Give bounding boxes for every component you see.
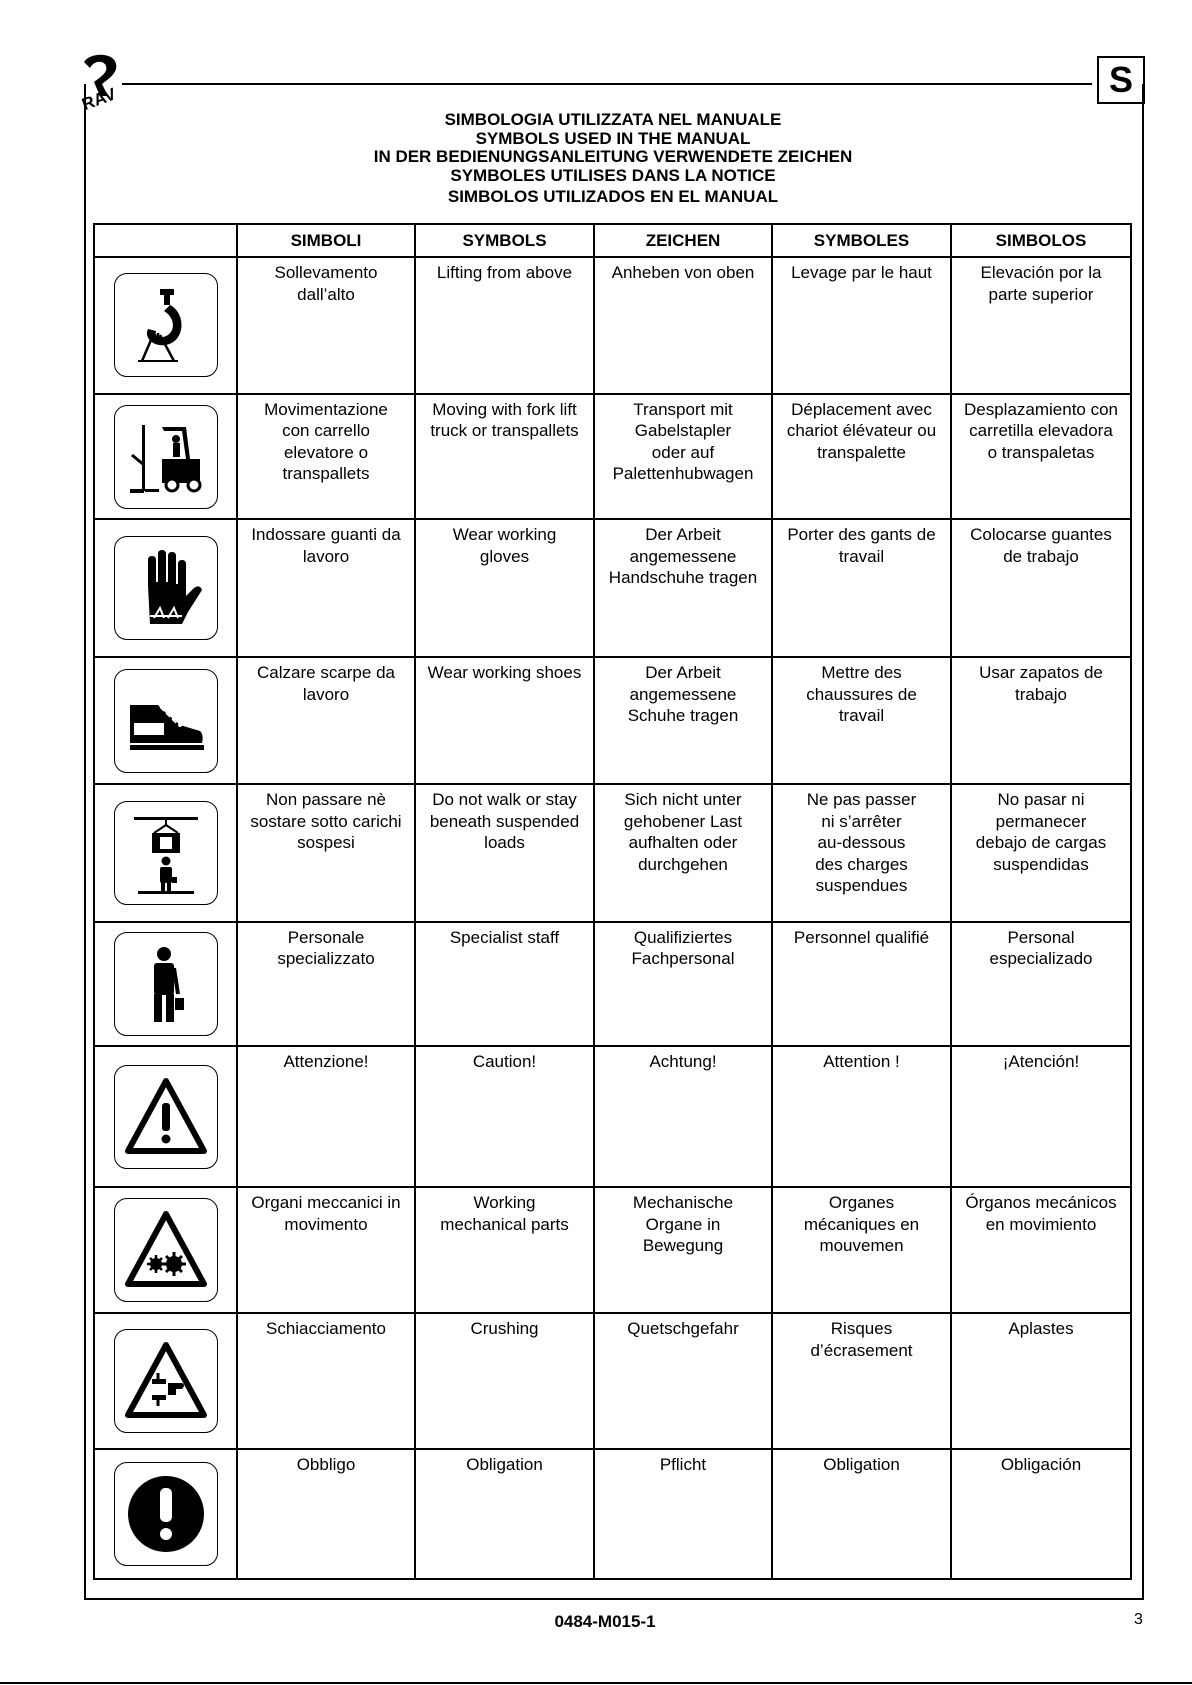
symbol-label-it: Indossare guanti da lavoro — [237, 519, 415, 657]
crane-hook-icon — [114, 273, 218, 377]
gears-warning-icon — [114, 1198, 218, 1302]
table-row — [94, 519, 1131, 657]
symbol-label-de: Sich nicht unter gehobener Last aufhalten oder durchgehen — [594, 784, 772, 922]
symbol-label-en: Wear working shoes — [415, 657, 594, 784]
work-gloves-icon — [114, 536, 218, 640]
crushing-warning-icon — [114, 1329, 218, 1433]
symbol-label-en: Do not walk or stay beneath suspended loads — [415, 784, 594, 922]
symbol-cell — [94, 519, 237, 657]
title-it: SIMBOLOGIA UTILIZZATA NEL MANUALE — [444, 110, 782, 129]
symbol-label-es: Órganos mecánicos en movimiento — [951, 1187, 1131, 1313]
symbol-label-it: Obbligo — [237, 1449, 415, 1579]
symbol-cell — [94, 657, 237, 784]
symbol-cell — [94, 784, 237, 922]
symbol-cell — [94, 257, 237, 394]
page-number: 3 — [1134, 1611, 1143, 1628]
symbol-label-de: Anheben von oben — [594, 257, 772, 394]
symbol-label-fr: Risques d’écrasement — [772, 1313, 951, 1449]
symbol-label-it: Sollevamento dall’alto — [237, 257, 415, 394]
symbol-label-es: Obligación — [951, 1449, 1131, 1579]
symbol-label-it: Movimentazione con carrello elevatore o transpallets — [237, 394, 415, 520]
symbol-label-fr: Porter des gants de travail — [772, 519, 951, 657]
symbol-label-de: Transport mit Gabelstapler oder auf Palettenhubwagen — [594, 394, 772, 520]
table-row — [94, 1046, 1131, 1187]
table-row — [94, 657, 1131, 784]
specialist-person-icon — [114, 932, 218, 1036]
symbol-label-en: Lifting from above — [415, 257, 594, 394]
symbol-label-fr: Attention ! — [772, 1046, 951, 1187]
obligation-icon — [114, 1462, 218, 1566]
column-header-en: SYMBOLS — [415, 224, 594, 257]
column-header-fr: SYMBOLES — [772, 224, 951, 257]
forklift-icon — [114, 405, 218, 509]
symbol-label-de: Qualifiziertes Fachpersonal — [594, 922, 772, 1047]
symbol-label-it: Non passare nè sostare sotto carichi sospesi — [237, 784, 415, 922]
symbol-cell — [94, 1046, 237, 1187]
symbol-label-en: Moving with fork lift truck or transpallets — [415, 394, 594, 520]
symbol-cell — [94, 1313, 237, 1449]
symbol-label-it: Attenzione! — [237, 1046, 415, 1187]
symbol-label-de: Mechanische Organe in Bewegung — [594, 1187, 772, 1313]
symbol-cell — [94, 394, 237, 520]
table-row — [94, 1449, 1131, 1579]
symbol-label-de: Der Arbeit angemessene Handschuhe tragen — [594, 519, 772, 657]
symbol-label-fr: Personnel qualifié — [772, 922, 951, 1047]
table-row — [94, 394, 1131, 520]
symbol-label-it: Schiacciamento — [237, 1313, 415, 1449]
symbol-cell — [94, 1449, 237, 1579]
symbol-label-es: Colocarse guantes de trabajo — [951, 519, 1131, 657]
bottom-rule — [0, 1682, 1192, 1684]
symbol-label-en: Obligation — [415, 1449, 594, 1579]
symbol-cell — [94, 1187, 237, 1313]
table-row — [94, 1187, 1131, 1313]
symbol-label-es: Usar zapatos de trabajo — [951, 657, 1131, 784]
page-title — [84, 111, 1142, 207]
symbol-label-es: Aplastes — [951, 1313, 1131, 1449]
symbol-label-en: Crushing — [415, 1313, 594, 1449]
symbol-label-fr: Mettre des chaussures de travail — [772, 657, 951, 784]
table-row — [94, 1313, 1131, 1449]
symbol-label-en: Wear working gloves — [415, 519, 594, 657]
symbol-label-de: Der Arbeit angemessene Schuhe tragen — [594, 657, 772, 784]
column-header-icon — [94, 224, 237, 257]
column-header-de: ZEICHEN — [594, 224, 772, 257]
section-letter: S — [1097, 56, 1145, 104]
symbol-label-fr: Ne pas passer ni s’arrêter au-dessous des charges suspendues — [772, 784, 951, 922]
symbol-label-es: Personal especializado — [951, 922, 1131, 1047]
symbol-label-es: No pasar ni permanecer debajo de cargas suspendidas — [951, 784, 1131, 922]
suspended-load-icon — [114, 801, 218, 905]
title-de: IN DER BEDIENUNGSANLEITUNG VERWENDETE ZEICHEN — [373, 147, 853, 166]
title-en: SYMBOLS USED IN THE MANUAL — [475, 128, 751, 148]
column-header-es: SIMBOLOS — [951, 224, 1131, 257]
symbol-label-en: Caution! — [415, 1046, 594, 1187]
symbols-table — [93, 223, 1132, 1580]
symbol-label-de: Quetschgefahr — [594, 1313, 772, 1449]
symbol-label-de: Pflicht — [594, 1449, 772, 1579]
symbol-label-es: ¡Atención! — [951, 1046, 1131, 1187]
table-row — [94, 257, 1131, 394]
symbol-label-it: Organi meccanici in movimento — [237, 1187, 415, 1313]
table-row — [94, 784, 1131, 922]
symbol-label-fr: Obligation — [772, 1449, 951, 1579]
column-header-it: SIMBOLI — [237, 224, 415, 257]
symbol-cell — [94, 922, 237, 1047]
svg-text:RAV: RAV — [80, 84, 119, 112]
symbol-label-fr: Déplacement avec chariot élévateur ou transpalette — [772, 394, 951, 520]
document-code: 0484-M015-1 — [554, 1612, 656, 1631]
symbol-label-fr: Organes mécaniques en mouvemen — [772, 1187, 951, 1313]
title-fr: SYMBOLES UTILISES DANS LA NOTICE — [450, 165, 776, 185]
work-shoe-icon — [114, 669, 218, 773]
title-es: SIMBOLOS UTILIZADOS EN EL MANUAL — [447, 187, 779, 206]
table-row — [94, 922, 1131, 1047]
symbol-label-de: Achtung! — [594, 1046, 772, 1187]
table-header-row — [94, 224, 1131, 257]
symbol-label-en: Working mechanical parts — [415, 1187, 594, 1313]
symbol-label-it: Personale specializzato — [237, 922, 415, 1047]
symbol-label-fr: Levage par le haut — [772, 257, 951, 394]
symbol-label-es: Desplazamiento con carretilla elevadora o transpaletas — [951, 394, 1131, 520]
symbol-label-it: Calzare scarpe da lavoro — [237, 657, 415, 784]
symbol-label-en: Specialist staff — [415, 922, 594, 1047]
warning-triangle-icon — [114, 1065, 218, 1169]
symbol-label-es: Elevación por la parte superior — [951, 257, 1131, 394]
